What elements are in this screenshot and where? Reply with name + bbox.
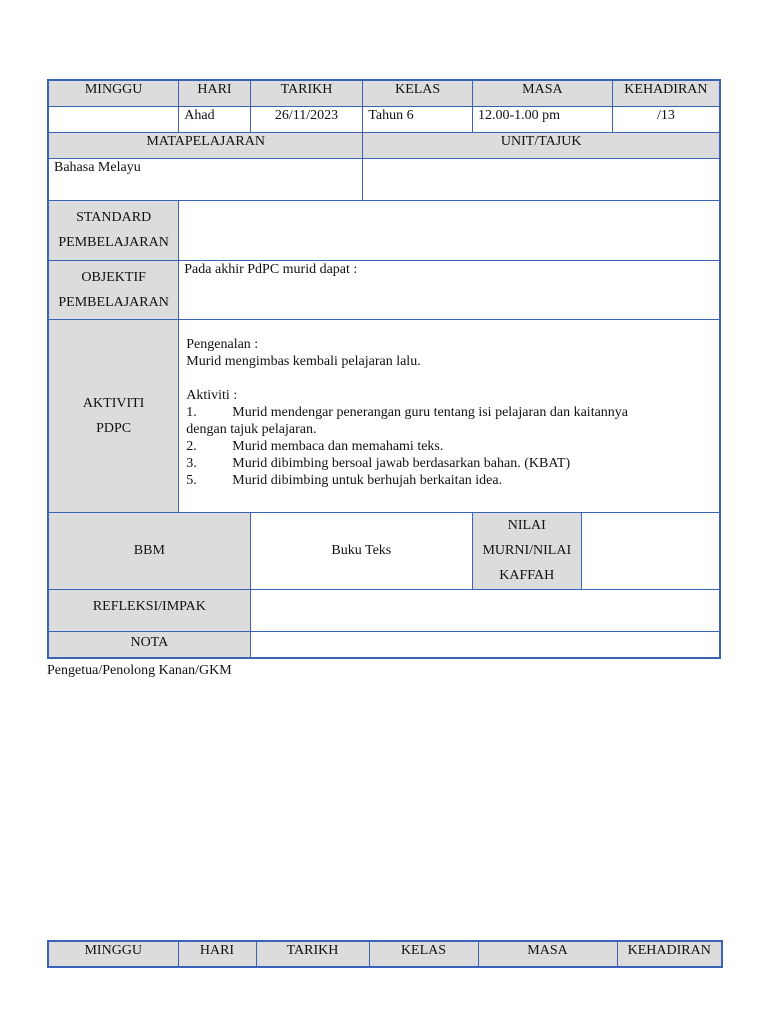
aktiviti-content [179,319,720,512]
list-item: 2. Murid membaca dan memahami teks. [186,438,444,454]
kelas-label: KELAS [369,941,478,967]
bbm-label: BBM [48,512,250,589]
list-item: 1. Murid mendengar penerangan guru tentang isi pelajaran dan kaitannya [186,404,629,420]
unit-tajuk-label: UNIT/TAJUK [363,132,720,158]
standard-label: STANDARD PEMBELAJARAN [48,200,179,260]
nota-label: NOTA [48,631,250,658]
list-item: dengan tajuk pelajaran. [186,421,317,437]
header-row [48,80,720,106]
masa-value: 12.00-1.00 pm [472,106,612,132]
objektif-row [48,260,720,319]
bbm-row [48,512,720,589]
masa-label: MASA [472,80,612,106]
subject-value-row [48,158,720,200]
intro-text: Murid mengimbas kembali pelajaran lalu. [186,353,421,369]
minggu-value [48,106,179,132]
refleksi-value [250,589,720,631]
subject-label-row [48,132,720,158]
list-item: 3. Murid dibimbing bersoal jawab berdasarkan bahan. (KBAT) [186,455,571,471]
activities-list [186,404,719,489]
hari-label: HARI [179,80,250,106]
activities-title: Aktiviti : [186,387,238,403]
masa-label: MASA [478,941,617,967]
header-row [48,941,722,967]
minggu-label: MINGGU [48,80,179,106]
nota-value [250,631,720,658]
matapelajaran-label: MATAPELAJARAN [48,132,363,158]
standard-value [179,200,720,260]
kelas-label: KELAS [363,80,473,106]
refleksi-row [48,589,720,631]
lesson-plan-table [47,79,721,659]
objektif-label: OBJEKTIF PEMBELAJARAN [48,260,179,319]
refleksi-label: REFLEKSI/IMPAK [48,589,250,631]
bbm-value: Buku Teks [250,512,472,589]
tarikh-label: TARIKH [250,80,363,106]
header-values-row [48,106,720,132]
objektif-value: Pada akhir PdPC murid dapat : [179,260,720,319]
nilai-value [581,512,720,589]
nilai-label: NILAI MURNI/NILAI KAFFAH [472,512,581,589]
signature-line: Pengetua/Penolong Kanan/GKM [47,663,232,678]
minggu-label: MINGGU [48,941,178,967]
aktiviti-label: AKTIVITI PDPC [48,319,179,512]
kelas-value: Tahun 6 [363,106,473,132]
tarikh-label: TARIKH [256,941,369,967]
matapelajaran-value: Bahasa Melayu [48,158,363,200]
intro-title: Pengenalan : [186,336,259,352]
list-item: 5. Murid dibimbing untuk berhujah berkaitan idea. [186,472,503,488]
tarikh-value: 26/11/2023 [250,106,363,132]
kehadiran-value: /13 [612,106,720,132]
standard-row [48,200,720,260]
unit-tajuk-value [363,158,720,200]
hari-value: Ahad [179,106,250,132]
next-lesson-header-table [47,940,723,968]
aktiviti-row [48,319,720,512]
hari-label: HARI [178,941,256,967]
kehadiran-label: KEHADIRAN [612,80,720,106]
nota-row [48,631,720,658]
kehadiran-label: KEHADIRAN [617,941,722,967]
